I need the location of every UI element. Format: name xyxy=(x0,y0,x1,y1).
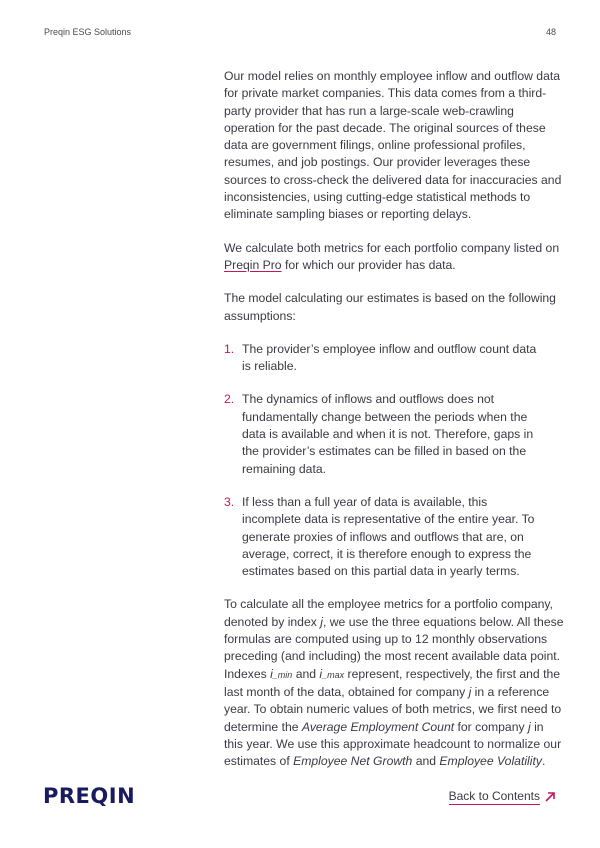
metrics-paragraph xyxy=(224,240,564,275)
assumptions-intro: The model calculating our estimates is based on the following assumptions: xyxy=(224,291,556,323)
term-average-employment-count: Average Employment Count xyxy=(301,719,455,734)
header-title: Preqin ESG Solutions xyxy=(44,27,132,37)
calc-text: , we use the three equations below. All these formulas are computed using up to 12 monthly observations preceding (and including) the most recent available data point. Indexes xyxy=(224,614,564,681)
calc-text: and xyxy=(412,754,440,769)
page-number: 48 xyxy=(545,27,556,37)
back-to-contents-label[interactable]: Back to Contents xyxy=(448,789,540,803)
calc-text: in a reference year. To obtain numeric values of both metrics, we first need to determine the xyxy=(224,684,562,734)
list-number: 3. xyxy=(224,494,235,509)
calc-text: and xyxy=(292,666,320,681)
metrics-text-before: We calculate both metrics for each portfolio company listed on xyxy=(224,240,560,255)
back-to-contents-link[interactable] xyxy=(449,789,556,805)
preqin-pro-link[interactable]: Preqin Pro xyxy=(224,257,282,272)
calculation-paragraph xyxy=(224,596,564,770)
assumptions-list xyxy=(224,341,564,581)
index-i-min-subscript: _min xyxy=(272,669,293,680)
index-i-max-subscript: _max xyxy=(322,669,345,680)
list-number: 2. xyxy=(224,392,235,407)
calc-text: To calculate all the employee metrics for a portfolio company, denoted by index xyxy=(224,597,553,629)
index-j: j xyxy=(527,719,531,734)
calc-text: in this year. We use this approximate headcount to normalize our estimates of xyxy=(224,719,562,769)
calc-text: represent, respectively, the first and the last month of the data, obtained for company xyxy=(224,666,561,699)
calc-text: for company xyxy=(454,719,528,734)
arrow-up-right-icon[interactable] xyxy=(544,791,556,803)
list-item-text: If less than a full year of data is available, this incomplete data is representative of the entire year. To generate proxies of inflows and outflows that are, on average, correct, it is therefore enough to express the estimates based on this partial data in yearly terms. xyxy=(242,494,535,579)
term-employee-volatility: Employee Volatility xyxy=(439,754,542,769)
preqin-logo: PREQIN xyxy=(43,784,136,808)
metrics-text-after: for which our provider has data. xyxy=(281,257,456,272)
main-content xyxy=(224,68,564,786)
index-j: j xyxy=(320,614,323,629)
calc-text: . xyxy=(541,754,546,769)
index-i-min: i xyxy=(270,666,273,681)
index-j: j xyxy=(468,684,472,699)
list-item xyxy=(224,391,564,477)
list-item-text: The provider’s employee inflow and outflow count data is reliable. xyxy=(242,341,537,374)
list-item xyxy=(224,341,564,376)
term-employee-net-growth: Employee Net Growth xyxy=(293,754,413,769)
intro-paragraph: Our model relies on monthly employee inflow and outflow data for private market companies. This data comes from a third-party provider that has run a large-scale web-crawling operation for the past decade. The original sources of these data are government filings, online professional profiles, resumes, and job postings. Our provider leverages these sources to cross-check the delivered data for inaccuracies and inconsistencies, using cutting-edge statistical methods to eliminate sampling biases or reporting delays. xyxy=(224,69,562,222)
list-item-text: The dynamics of inflows and outflows does not fundamentally change between the periods when the data is available and when it is not. Therefore, gaps in the provider’s estimates can be filled in based on the remaining data. xyxy=(242,392,534,476)
list-number: 1. xyxy=(224,341,235,356)
list-item xyxy=(224,494,564,580)
index-i-max: i xyxy=(319,666,323,681)
